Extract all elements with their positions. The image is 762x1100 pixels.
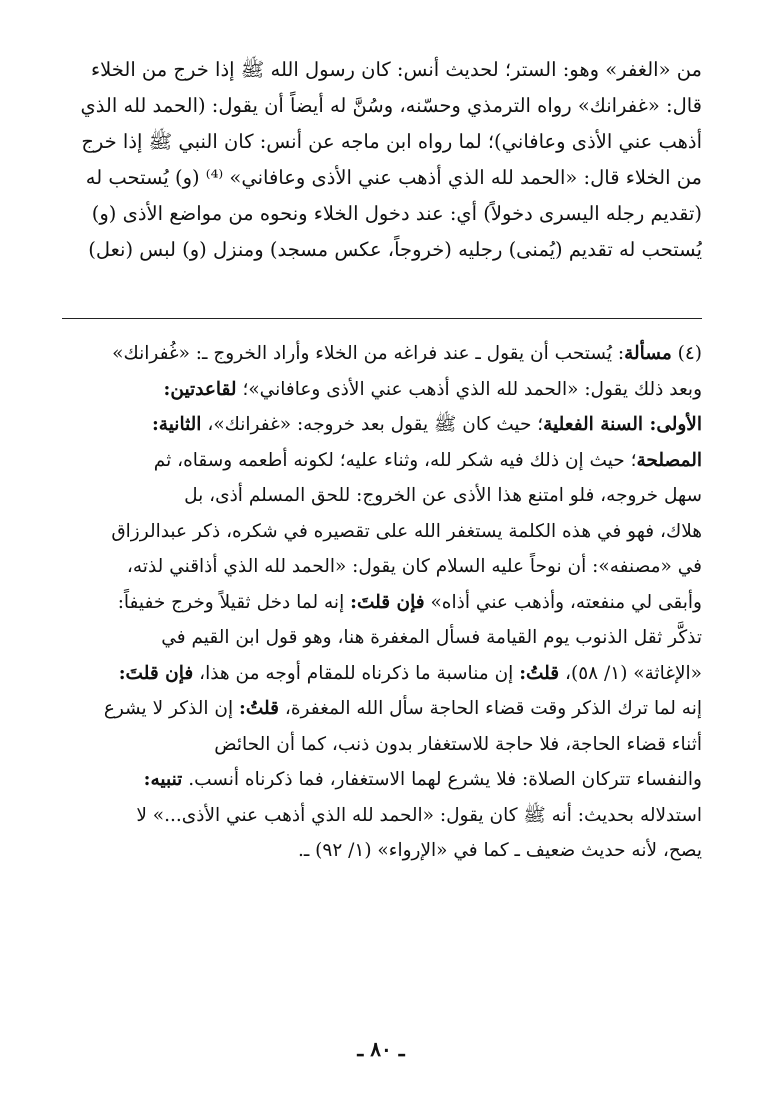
main-text (62, 52, 702, 268)
main-line: (تقديم رجله اليسرى دخولاً) أي: عند دخول الخلاء ونحوه من مواضع الأذى (و) (91, 202, 702, 225)
footnote-line (62, 691, 702, 727)
main-text-block (62, 52, 702, 268)
footnote-line (62, 336, 702, 372)
footnote-line: سهل خروجه، فلو امتنع هذا الأذى عن الخروج: للحق المسلم أذى، بل (184, 485, 702, 506)
footnote-text: وبعد ذلك يقول: «الحمد لله الذي أذهب عني الأذى وعافاني»؛ (242, 378, 702, 400)
footnote-text: إنه لما ترك الذكر وقت قضاء الحاجة سأل الله المغفرة، (284, 698, 702, 719)
note-label: تنبيه: (143, 769, 183, 790)
main-line: أذهب عني الأذى وعافاني)؛ لما رواه ابن ماجه عن أنس: كان النبي ﷺ إذا خرج (81, 130, 702, 153)
benefit-label: المصلحة (636, 449, 702, 471)
footnote-text: إن الذكر لا يشرع (103, 698, 234, 719)
footnote-text: : يُستحب أن يقول ـ عند فراغه من الخلاء وأراد الخروج ـ: «غُفرانك» (112, 343, 625, 364)
footnote-line (62, 407, 702, 443)
footnote-text: إنه لما دخل ثقيلاً وخرج خفيفاً: (117, 591, 345, 613)
footnote-line: في «مصنفه»: أن نوحاً عليه السلام كان يقول: «الحمد لله الذي أذاقني لذته، (126, 556, 702, 577)
footnote-line (62, 443, 702, 479)
first-rule-label: الأولى: السنة الفعلية (543, 414, 702, 435)
footnote-text: وأبقى لي منفعته، وأذهب عني أذاه» (430, 591, 702, 613)
main-line: قال: «غفرانك» رواه الترمذي وحسّنه، وسُنَّ له أيضاً أن يقول: (الحمد لله الذي (80, 94, 702, 117)
main-line: يُستحب له تقديم (يُمنى) رجليه (خروجاً، عكس مسجد) ومنزل (و) لبس (نعل) (88, 238, 702, 261)
footnote-text: «الإغاثة» (١/ ٥٨)، (565, 662, 702, 684)
page-number: ـ ٨٠ ـ (357, 1037, 405, 1061)
footnote-text: إن مناسبة ما ذكرناه للمقام أوجه من هذا، (199, 662, 514, 684)
objection-label: فإن قلتَ: (118, 662, 194, 684)
footnote-number: (٤) (677, 343, 702, 364)
footnote-line (62, 585, 702, 621)
footnote-line: استدلاله بحديث: أنه ﷺ كان يقول: «الحمد لله الذي أذهب عني الأذى...» لا (136, 804, 702, 826)
footnote-text: ؛ حيث إن ذلك فيه شكر لله، وثناء عليه؛ لكونه أطعمه وسقاه، ثم (153, 449, 637, 471)
footnote-line: تذكَّر ثقل الذنوب يوم القيامة فسأل المغفرة هنا، وهو قول ابن القيم في (161, 627, 702, 648)
footnote-line: أثناء قضاء الحاجة، فلا حاجة للاستغفار بدون ذنب، كما أن الحائض (214, 733, 702, 755)
footnote-line (62, 762, 702, 798)
main-line: من «الغفر» وهو: الستر؛ لحديث أنس: كان رسول الله ﷺ إذا خرج من الخلاء (90, 58, 702, 81)
reply-label: قلتُ: (239, 698, 279, 719)
second-rule-label: الثانية: (151, 414, 202, 435)
footnote-line: هلاك، فهو في هذه الكلمة يستغفر الله على تقصيره في شكره، ذكر عبدالرزاق (111, 520, 702, 542)
footnote-divider (62, 318, 702, 319)
footnote-text: ؛ حيث كان ﷺ يقول بعد خروجه: «غفرانك»، (207, 414, 544, 435)
footnote-line: يصح، لأنه حديث ضعيف ـ كما في «الإرواء» (١/ ٩٢) ـ. (297, 840, 702, 861)
footnote-block (62, 336, 702, 869)
reply-label: قلتُ: (519, 662, 560, 684)
footnote-line (62, 372, 702, 408)
issue-label: مسألة (624, 343, 672, 364)
footnote-line (62, 656, 702, 692)
two-rules-label: لقاعدتين: (163, 378, 237, 400)
main-line: من الخلاء قال: «الحمد لله الذي أذهب عني الأذى وعافاني» ⁽⁴⁾ (و) يُستحب له (85, 166, 702, 189)
footnote-text: والنفساء تتركان الصلاة: فلا يشرع لهما الاستغفار، فما ذكرناه أنسب. (188, 769, 702, 790)
objection-label: فإن قلتَ: (350, 591, 425, 613)
